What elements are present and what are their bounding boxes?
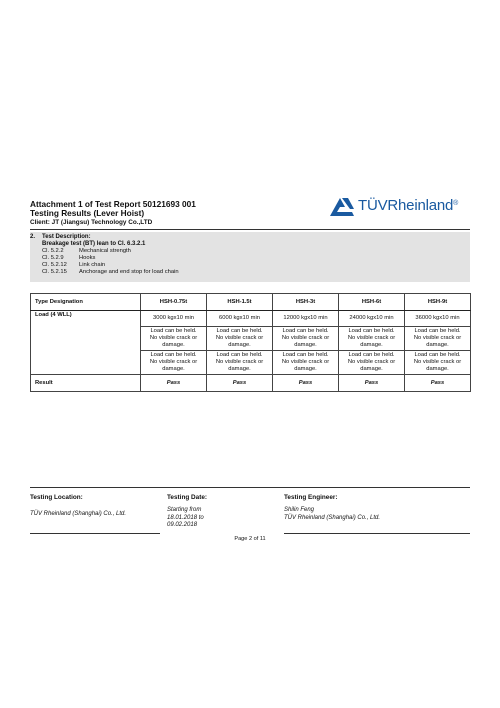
load-cell: 36000 kgx10 min bbox=[405, 311, 471, 327]
type-cell: HSH-6t bbox=[339, 294, 405, 311]
result-label: Result bbox=[31, 375, 141, 392]
load-cell: 6000 kgx10 min bbox=[207, 311, 273, 327]
testing-date-value: Starting from 18.01.2018 to 09.02.2018 bbox=[167, 507, 204, 528]
observation-cell: Load can be held. No visible crack or damage. bbox=[141, 327, 207, 351]
page-number: Page 2 of 11 bbox=[234, 536, 266, 542]
section-subheading: Breakage test (BT) lean to Cl. 6.3.2.1 bbox=[42, 241, 146, 247]
clause-item: Cl. 5.2.12 Link chain bbox=[42, 262, 106, 268]
signature-line bbox=[284, 533, 470, 534]
testing-engineer-value: Shilin Feng TÜV Rheinland (Shanghai) Co., Ltd. bbox=[284, 507, 381, 521]
observation-cell: Load can be held. No visible crack or damage. bbox=[405, 327, 471, 351]
testing-engineer-label: Testing Engineer: bbox=[284, 494, 338, 501]
clause-item: Cl. 5.2.15 Anchorage and end stop for load chain bbox=[42, 269, 179, 275]
result-cell: Pass bbox=[339, 375, 405, 392]
observation-cell: Load can be held. No visible crack or damage. bbox=[339, 327, 405, 351]
result-cell: Pass bbox=[141, 375, 207, 392]
header-divider bbox=[30, 229, 470, 230]
load-cell: 24000 kgx10 min bbox=[339, 311, 405, 327]
observation-cell: Load can be held. No visible crack or damage. bbox=[405, 351, 471, 375]
table-row bbox=[31, 375, 471, 392]
table-header-row bbox=[31, 294, 471, 311]
section-number: 2. bbox=[30, 234, 36, 240]
type-cell: HSH-1.5t bbox=[207, 294, 273, 311]
section-heading: Test Description: bbox=[42, 234, 91, 240]
table-row bbox=[31, 311, 471, 327]
testing-location-label: Testing Location: bbox=[30, 494, 83, 501]
type-cell: HSH-9t bbox=[405, 294, 471, 311]
result-cell: Pass bbox=[273, 375, 339, 392]
type-cell: HSH-3t bbox=[273, 294, 339, 311]
observation-cell: Load can be held. No visible crack or damage. bbox=[207, 327, 273, 351]
observation-cell: Load can be held. No visible crack or damage. bbox=[141, 351, 207, 375]
testing-date-label: Testing Date: bbox=[167, 494, 208, 501]
type-designation-label: Type Designation bbox=[31, 294, 141, 311]
clause-item: Cl. 5.2.2 Mechanical strength bbox=[42, 248, 131, 254]
client-line: Client: JT (Jiangsu) Technology Co.,LTD bbox=[30, 219, 153, 226]
testing-location-value: TÜV Rheinland (Shanghai) Co., Ltd. bbox=[30, 511, 127, 517]
observation-cell: Load can be held. No visible crack or damage. bbox=[273, 351, 339, 375]
report-title: Attachment 1 of Test Report 50121693 001 bbox=[30, 199, 196, 209]
result-cell: Pass bbox=[405, 375, 471, 392]
type-cell: HSH-0.75t bbox=[141, 294, 207, 311]
load-cell: 3000 kgx10 min bbox=[141, 311, 207, 327]
result-cell: Pass bbox=[207, 375, 273, 392]
signature-line bbox=[30, 533, 160, 534]
logo-wordmark: TÜVRheinland® bbox=[358, 197, 459, 214]
tuv-logo bbox=[328, 193, 468, 219]
test-description-box bbox=[30, 232, 470, 282]
observation-cell: Load can be held. No visible crack or damage. bbox=[207, 351, 273, 375]
report-subtitle: Testing Results (Lever Hoist) bbox=[30, 208, 145, 218]
footer-divider bbox=[30, 487, 470, 488]
observation-cell: Load can be held. No visible crack or damage. bbox=[273, 327, 339, 351]
load-label: Load (4 WLL) bbox=[31, 311, 141, 375]
load-cell: 12000 kgx10 min bbox=[273, 311, 339, 327]
results-table bbox=[30, 293, 471, 392]
tuv-triangle-icon bbox=[328, 195, 354, 217]
observation-cell: Load can be held. No visible crack or damage. bbox=[339, 351, 405, 375]
clause-item: Cl. 5.2.9 Hooks bbox=[42, 255, 96, 261]
